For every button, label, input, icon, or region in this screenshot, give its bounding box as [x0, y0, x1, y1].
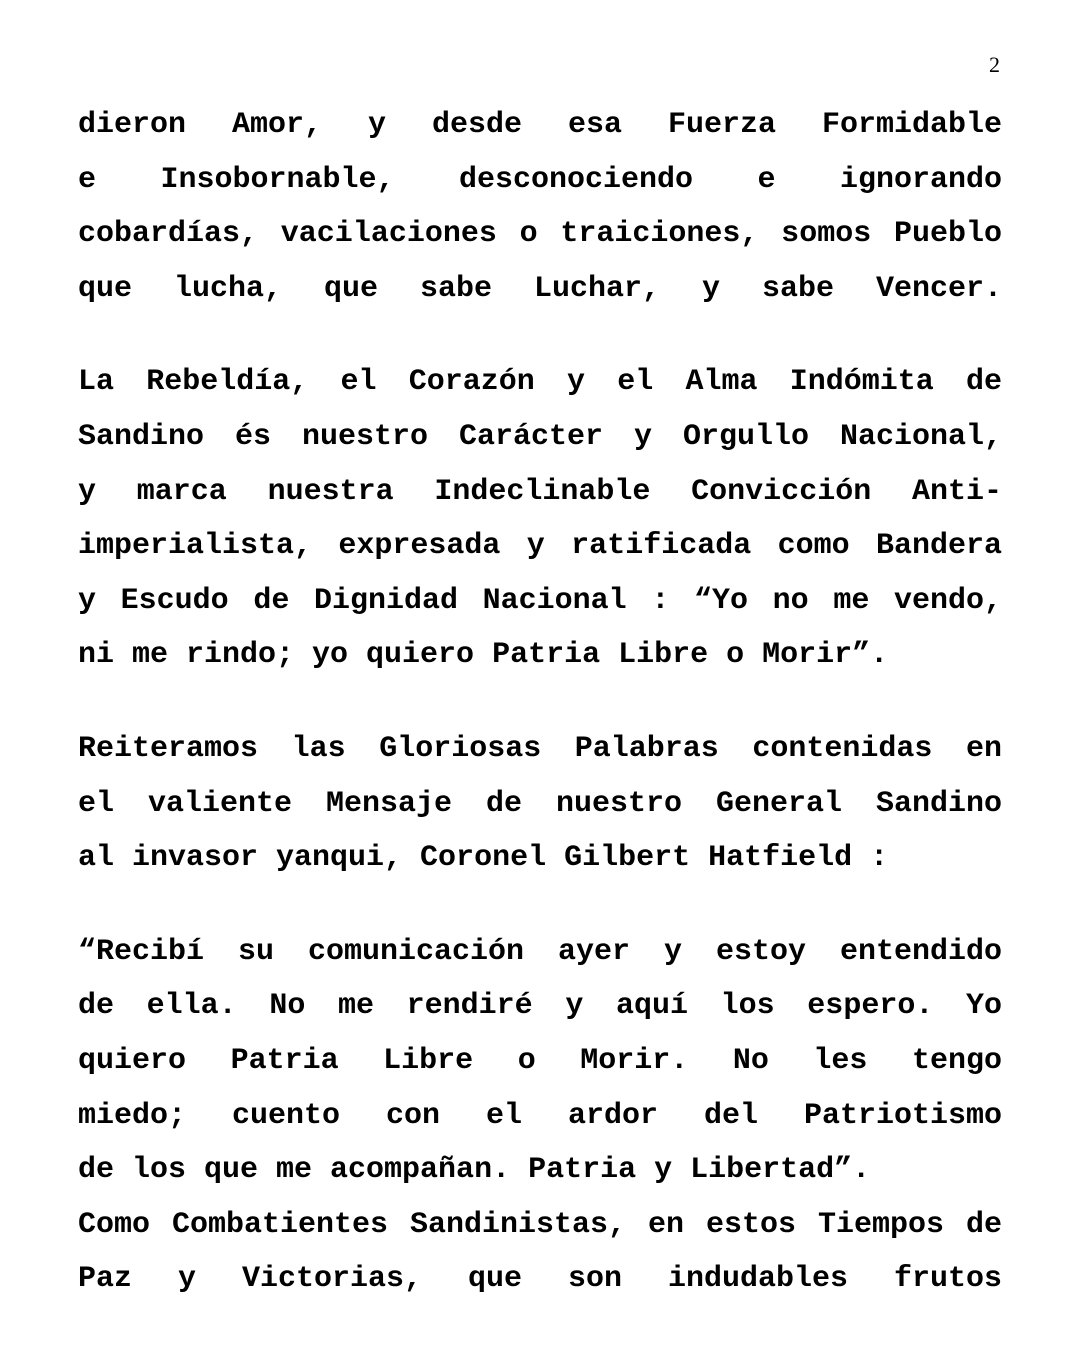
text-line: Como Combatientes Sandinistas, en estos Tiempos de [78, 1207, 1002, 1242]
text-line: quiero Patria Libre o Morir. No les tengo [78, 1043, 1002, 1078]
text-line: ni me rindo; yo quiero Patria Libre o Morir”. [78, 638, 889, 673]
text-line: imperialista, expresada y ratificada como Bandera [78, 529, 1002, 564]
text-line: al invasor yanqui, Coronel Gilbert Hatfield : [78, 841, 889, 876]
paragraph [78, 1198, 1002, 1307]
text-line: dieron Amor, y desde esa Fuerza Formidable [78, 108, 1002, 142]
text-line: “Recibí su comunicación ayer y estoy entendido [78, 934, 1002, 969]
page-number: 2 [989, 52, 1000, 77]
text-line: Reiteramos las Gloriosas Palabras contenidas en [78, 731, 1002, 766]
text-line: Paz y Victorias, que son indudables frutos [78, 1262, 1002, 1297]
text-line: e Insobornable, desconociendo e ignorando [78, 162, 1002, 197]
text-line: cobardías, vacilaciones o traiciones, somos Pueblo [78, 217, 1002, 252]
text-line: el valiente Mensaje de nuestro General Sandino [78, 786, 1002, 821]
text-line: que lucha, que sabe Luchar, y sabe Vencer. [78, 271, 1002, 306]
paragraph [78, 722, 1002, 886]
text-line: de los que me acompañan. Patria y Libertad”. [78, 1153, 871, 1188]
text-line: Sandino és nuestro Carácter y Orgullo Nacional, [78, 419, 1002, 454]
text-line: y marca nuestra Indeclinable Convicción Anti- [78, 474, 1002, 509]
text-line: La Rebeldía, el Corazón y el Alma Indómita de [78, 365, 1002, 400]
document-body [78, 98, 1002, 1307]
text-line: miedo; cuento con el ardor del Patriotismo [78, 1098, 1002, 1133]
text-line: de ella. No me rendiré y aquí los espero. Yo [78, 989, 1002, 1024]
paragraph [78, 925, 1002, 1198]
paragraph [78, 98, 1002, 316]
text-line: y Escudo de Dignidad Nacional : “Yo no me vendo, [78, 583, 1002, 618]
paragraph [78, 355, 1002, 683]
